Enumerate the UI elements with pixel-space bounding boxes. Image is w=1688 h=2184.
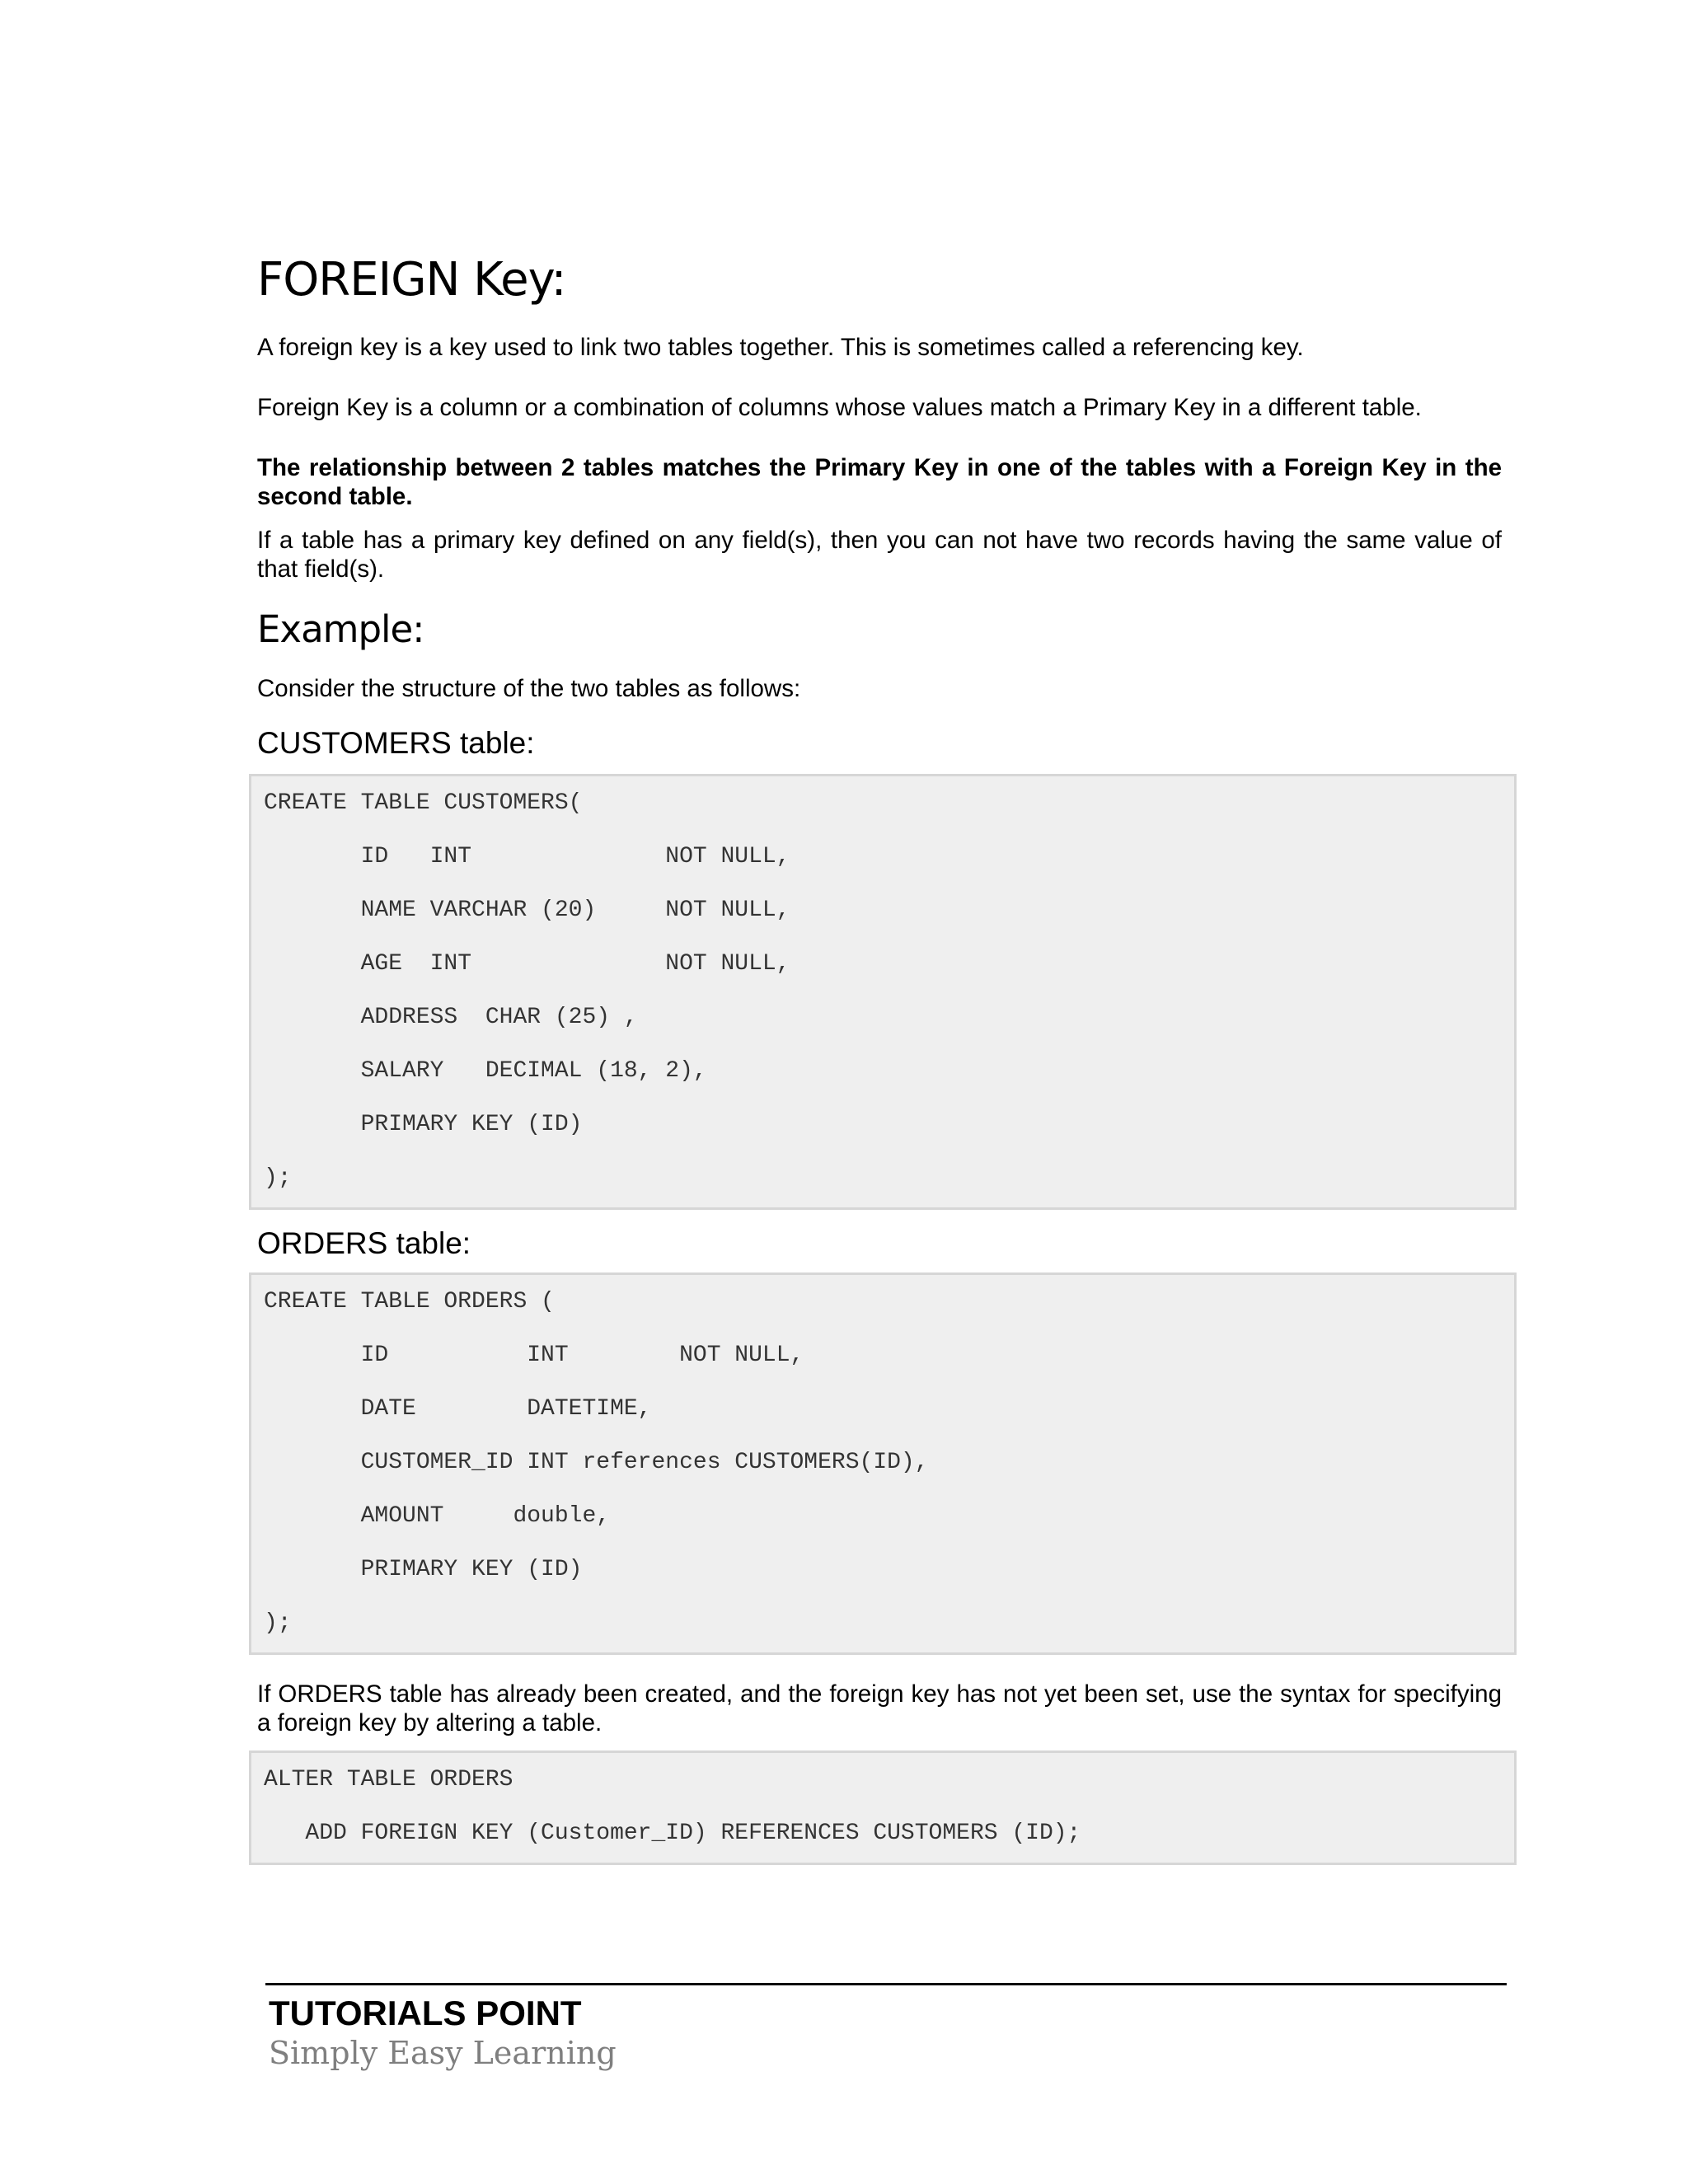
code-line: ADD FOREIGN KEY (Customer_ID) REFERENCES CUSTOMERS (ID); (264, 1821, 1081, 1846)
code-line: CREATE TABLE CUSTOMERS( (264, 790, 583, 816)
code-line: DATE DATETIME, (264, 1396, 652, 1422)
code-line: PRIMARY KEY (ID) (264, 1112, 583, 1137)
code-line: ); (264, 1165, 292, 1191)
customers-code-block (249, 774, 1517, 1210)
paragraph-relationship: The relationship between 2 tables matches the Primary Key in one of the tables with a Foreign Key in the second table. (257, 454, 1502, 510)
paragraph-definition: A foreign key is a key used to link two tables together. This is sometimes called a referencing key. (257, 334, 1304, 361)
alter-table-note: If ORDERS table has already been created, and the foreign key has not yet been set, use the syntax for specifying a foreign key by altering a table. (257, 1680, 1502, 1736)
code-line: CUSTOMER_ID INT references CUSTOMERS(ID), (264, 1450, 929, 1475)
page-content (257, 247, 1502, 1865)
orders-code-block (249, 1272, 1517, 1655)
code-line: AGE INT NOT NULL, (264, 951, 790, 977)
code-line: AMOUNT double, (264, 1503, 611, 1529)
footer-brand: TUTORIALS POINT (269, 1994, 582, 2032)
code-line: ); (264, 1610, 292, 1636)
paragraph-column-match: Foreign Key is a column or a combination of columns whose values match a Primary Key in a different table. (257, 394, 1422, 421)
section-title: FOREIGN Key: (257, 253, 566, 307)
code-line: SALARY DECIMAL (18, 2), (264, 1058, 707, 1084)
code-line: CREATE TABLE ORDERS ( (264, 1289, 555, 1315)
paragraph-primary-key-note: If a table has a primary key defined on any field(s), then you can not have two records having the same value of that field(s). (257, 527, 1502, 583)
example-title: Example: (257, 607, 424, 651)
code-line: ADDRESS CHAR (25) , (264, 1005, 638, 1030)
code-line: NAME VARCHAR (20) NOT NULL, (264, 898, 790, 923)
code-line: ID INT NOT NULL, (264, 1343, 804, 1368)
footer-tagline: Simply Easy Learning (269, 2035, 617, 2071)
code-line: ALTER TABLE ORDERS (264, 1767, 513, 1793)
footer-divider (265, 1983, 1507, 1985)
orders-table-heading: ORDERS table: (257, 1226, 471, 1260)
alter-code-block (249, 1750, 1517, 1865)
customers-table-heading: CUSTOMERS table: (257, 726, 535, 760)
example-intro: Consider the structure of the two tables as follows: (257, 675, 801, 702)
code-line: ID INT NOT NULL, (264, 844, 790, 869)
code-line: PRIMARY KEY (ID) (264, 1557, 583, 1582)
